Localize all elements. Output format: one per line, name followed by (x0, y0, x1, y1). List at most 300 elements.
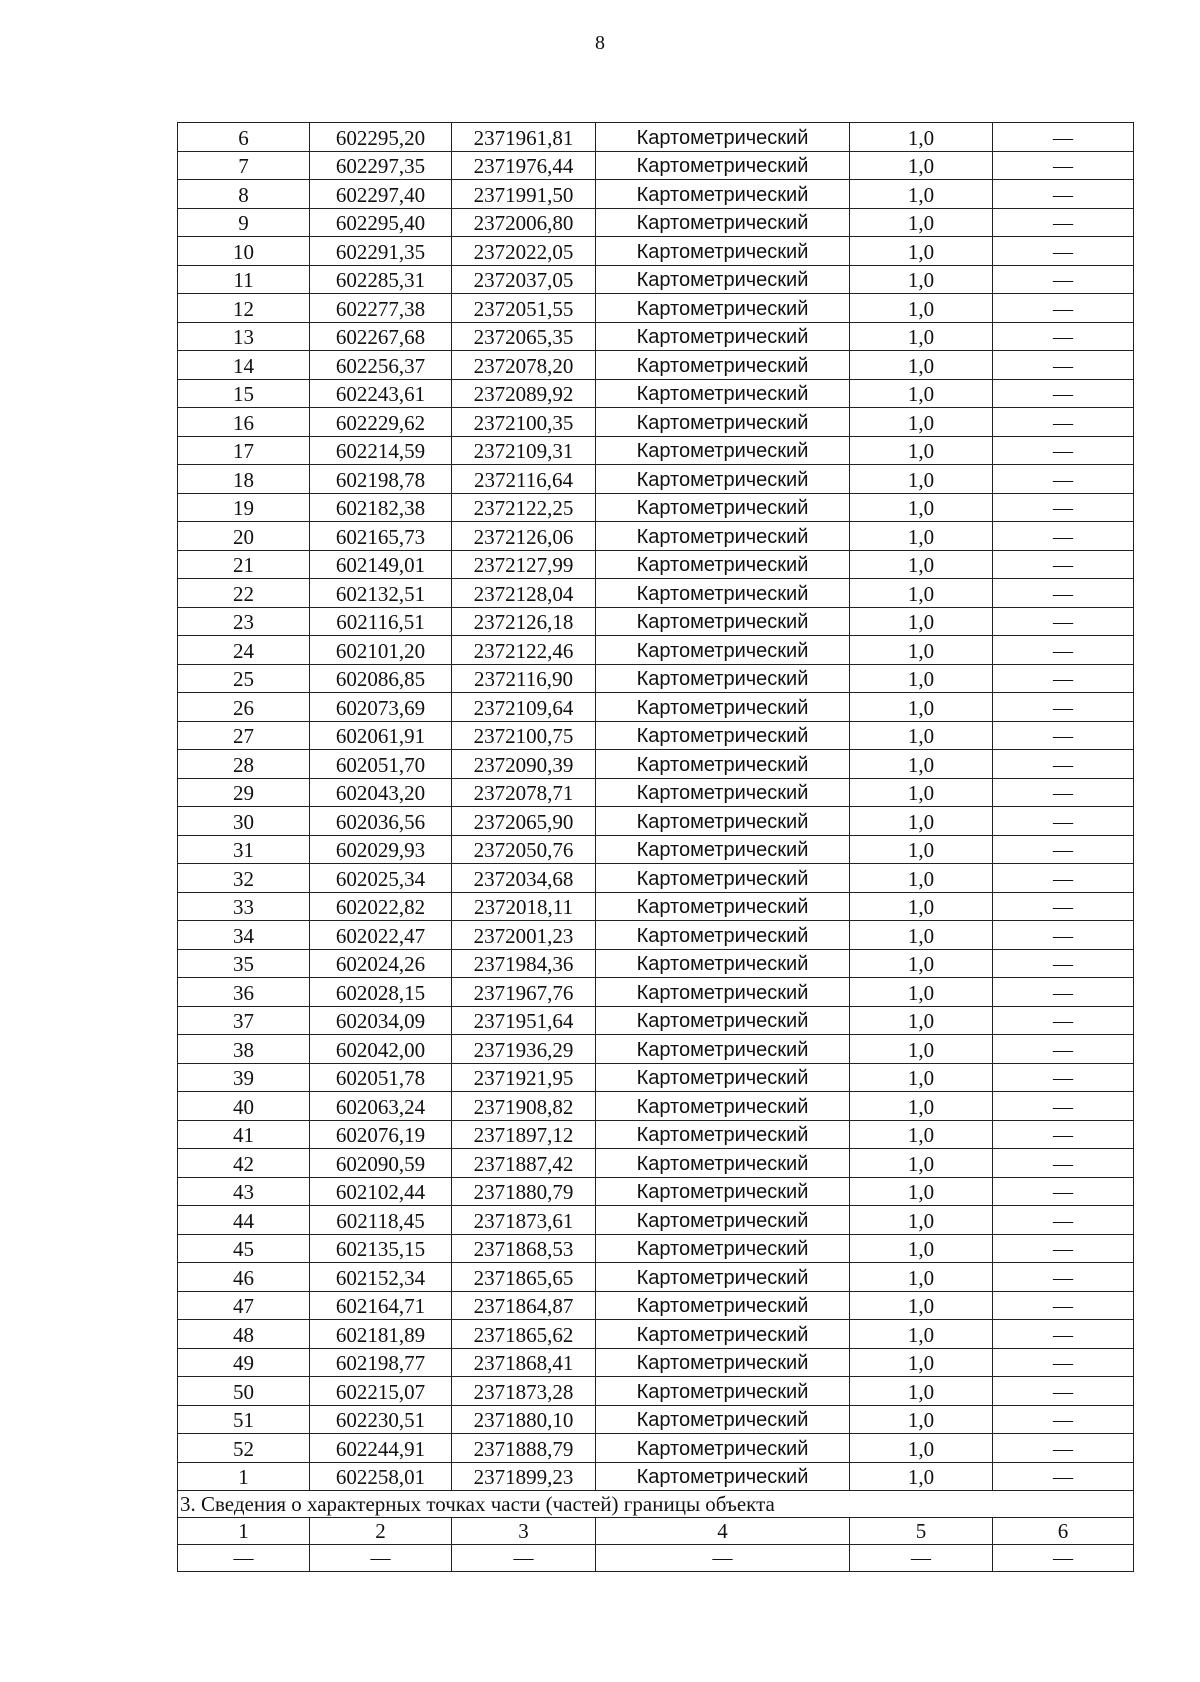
y-coordinate-cell: 2371868,41 (452, 1348, 596, 1377)
x-coordinate-cell: 602076,19 (310, 1120, 452, 1149)
description-cell: — (993, 664, 1134, 693)
description-cell: — (993, 721, 1134, 750)
table-row (178, 123, 1134, 152)
table-row (178, 1035, 1134, 1064)
method-cell: Картометрический (596, 237, 850, 266)
point-number-cell: 47 (178, 1291, 310, 1320)
point-number-cell: 11 (178, 265, 310, 294)
table-row (178, 1206, 1134, 1235)
table-row (178, 180, 1134, 209)
point-number-cell: 50 (178, 1377, 310, 1406)
point-number-cell: 39 (178, 1063, 310, 1092)
x-coordinate-cell: 602022,47 (310, 921, 452, 950)
y-coordinate-cell: 2371921,95 (452, 1063, 596, 1092)
description-cell: — (993, 1063, 1134, 1092)
method-cell: Картометрический (596, 579, 850, 608)
method-cell: Картометрический (596, 1206, 850, 1235)
x-coordinate-cell: 602101,20 (310, 636, 452, 665)
accuracy-cell: 1,0 (850, 978, 993, 1007)
description-cell: — (993, 465, 1134, 494)
x-coordinate-cell: 602135,15 (310, 1234, 452, 1263)
y-coordinate-cell: 2372126,06 (452, 522, 596, 551)
accuracy-cell: 1,0 (850, 1092, 993, 1121)
table-row (178, 864, 1134, 893)
point-number-cell: 15 (178, 379, 310, 408)
point-number-cell: 27 (178, 721, 310, 750)
table-row (178, 579, 1134, 608)
description-cell: — (993, 208, 1134, 237)
point-number-cell: 43 (178, 1177, 310, 1206)
x-coordinate-cell: 602165,73 (310, 522, 452, 551)
method-cell: Картометрический (596, 949, 850, 978)
method-cell: Картометрический (596, 693, 850, 722)
point-number-cell: 45 (178, 1234, 310, 1263)
point-number-cell: 46 (178, 1263, 310, 1292)
accuracy-cell: 1,0 (850, 1035, 993, 1064)
y-coordinate-cell: 2372122,25 (452, 493, 596, 522)
x-coordinate-cell: 602256,37 (310, 351, 452, 380)
section3-empty-cell: — (452, 1545, 596, 1572)
table-row (178, 379, 1134, 408)
method-cell: Картометрический (596, 1063, 850, 1092)
description-cell: — (993, 123, 1134, 152)
accuracy-cell: 1,0 (850, 208, 993, 237)
x-coordinate-cell: 602291,35 (310, 237, 452, 266)
accuracy-cell: 1,0 (850, 1063, 993, 1092)
point-number-cell: 29 (178, 778, 310, 807)
description-cell: — (993, 351, 1134, 380)
accuracy-cell: 1,0 (850, 180, 993, 209)
x-coordinate-cell: 602116,51 (310, 607, 452, 636)
description-cell: — (993, 949, 1134, 978)
x-coordinate-cell: 602297,40 (310, 180, 452, 209)
table-row (178, 351, 1134, 380)
accuracy-cell: 1,0 (850, 1120, 993, 1149)
accuracy-cell: 1,0 (850, 379, 993, 408)
accuracy-cell: 1,0 (850, 1234, 993, 1263)
table-row (178, 778, 1134, 807)
coordinates-table-body (178, 123, 1134, 1491)
description-cell: — (993, 379, 1134, 408)
table-row (178, 1462, 1134, 1491)
x-coordinate-cell: 602063,24 (310, 1092, 452, 1121)
point-number-cell: 7 (178, 151, 310, 180)
description-cell: — (993, 294, 1134, 323)
accuracy-cell: 1,0 (850, 1006, 993, 1035)
table-row (178, 1263, 1134, 1292)
x-coordinate-cell: 602024,26 (310, 949, 452, 978)
accuracy-cell: 1,0 (850, 151, 993, 180)
x-coordinate-cell: 602043,20 (310, 778, 452, 807)
section3-body (178, 1491, 1134, 1572)
y-coordinate-cell: 2371868,53 (452, 1234, 596, 1263)
y-coordinate-cell: 2372127,99 (452, 550, 596, 579)
table-row (178, 1149, 1134, 1178)
method-cell: Картометрический (596, 1263, 850, 1292)
table-row (178, 835, 1134, 864)
y-coordinate-cell: 2371936,29 (452, 1035, 596, 1064)
x-coordinate-cell: 602198,77 (310, 1348, 452, 1377)
table-row (178, 1320, 1134, 1349)
x-coordinate-cell: 602102,44 (310, 1177, 452, 1206)
description-cell: — (993, 778, 1134, 807)
description-cell: — (993, 1263, 1134, 1292)
y-coordinate-cell: 2372100,35 (452, 408, 596, 437)
method-cell: Картометрический (596, 1006, 850, 1035)
point-number-cell: 6 (178, 123, 310, 152)
point-number-cell: 31 (178, 835, 310, 864)
x-coordinate-cell: 602295,40 (310, 208, 452, 237)
y-coordinate-cell: 2372034,68 (452, 864, 596, 893)
y-coordinate-cell: 2372122,46 (452, 636, 596, 665)
point-number-cell: 20 (178, 522, 310, 551)
description-cell: — (993, 1291, 1134, 1320)
table-row (178, 1063, 1134, 1092)
table-row (178, 1006, 1134, 1035)
section3-empty-row (178, 1545, 1134, 1572)
accuracy-cell: 1,0 (850, 1149, 993, 1178)
method-cell: Картометрический (596, 750, 850, 779)
description-cell: — (993, 436, 1134, 465)
y-coordinate-cell: 2371864,87 (452, 1291, 596, 1320)
x-coordinate-cell: 602182,38 (310, 493, 452, 522)
accuracy-cell: 1,0 (850, 892, 993, 921)
table-row (178, 664, 1134, 693)
accuracy-cell: 1,0 (850, 1263, 993, 1292)
description-cell: — (993, 807, 1134, 836)
method-cell: Картометрический (596, 807, 850, 836)
table-row (178, 1234, 1134, 1263)
table-row (178, 522, 1134, 551)
method-cell: Картометрический (596, 493, 850, 522)
method-cell: Картометрический (596, 322, 850, 351)
method-cell: Картометрический (596, 379, 850, 408)
table-row (178, 465, 1134, 494)
x-coordinate-cell: 602152,34 (310, 1263, 452, 1292)
y-coordinate-cell: 2371873,28 (452, 1377, 596, 1406)
y-coordinate-cell: 2372001,23 (452, 921, 596, 950)
y-coordinate-cell: 2372109,31 (452, 436, 596, 465)
x-coordinate-cell: 602090,59 (310, 1149, 452, 1178)
y-coordinate-cell: 2371873,61 (452, 1206, 596, 1235)
accuracy-cell: 1,0 (850, 1434, 993, 1463)
y-coordinate-cell: 2372065,90 (452, 807, 596, 836)
point-number-cell: 38 (178, 1035, 310, 1064)
accuracy-cell: 1,0 (850, 522, 993, 551)
description-cell: — (993, 579, 1134, 608)
y-coordinate-cell: 2371865,62 (452, 1320, 596, 1349)
point-number-cell: 36 (178, 978, 310, 1007)
x-coordinate-cell: 602132,51 (310, 579, 452, 608)
point-number-cell: 18 (178, 465, 310, 494)
x-coordinate-cell: 602181,89 (310, 1320, 452, 1349)
description-cell: — (993, 550, 1134, 579)
description-cell: — (993, 835, 1134, 864)
x-coordinate-cell: 602051,78 (310, 1063, 452, 1092)
y-coordinate-cell: 2372018,11 (452, 892, 596, 921)
accuracy-cell: 1,0 (850, 721, 993, 750)
point-number-cell: 28 (178, 750, 310, 779)
table-row (178, 1120, 1134, 1149)
description-cell: — (993, 493, 1134, 522)
section3-empty-cell: — (310, 1545, 452, 1572)
section3-header-cell: 3 (452, 1518, 596, 1545)
method-cell: Картометрический (596, 1149, 850, 1178)
method-cell: Картометрический (596, 436, 850, 465)
coordinates-table (177, 122, 1134, 1572)
description-cell: — (993, 237, 1134, 266)
table-row (178, 493, 1134, 522)
table-row (178, 1291, 1134, 1320)
x-coordinate-cell: 602029,93 (310, 835, 452, 864)
section3-header-cell: 5 (850, 1518, 993, 1545)
x-coordinate-cell: 602164,71 (310, 1291, 452, 1320)
method-cell: Картометрический (596, 294, 850, 323)
x-coordinate-cell: 602277,38 (310, 294, 452, 323)
description-cell: — (993, 1405, 1134, 1434)
y-coordinate-cell: 2371880,79 (452, 1177, 596, 1206)
y-coordinate-cell: 2371880,10 (452, 1405, 596, 1434)
point-number-cell: 26 (178, 693, 310, 722)
y-coordinate-cell: 2372116,64 (452, 465, 596, 494)
method-cell: Картометрический (596, 1434, 850, 1463)
accuracy-cell: 1,0 (850, 237, 993, 266)
table-row (178, 892, 1134, 921)
accuracy-cell: 1,0 (850, 864, 993, 893)
y-coordinate-cell: 2372050,76 (452, 835, 596, 864)
method-cell: Картометрический (596, 208, 850, 237)
x-coordinate-cell: 602022,82 (310, 892, 452, 921)
point-number-cell: 51 (178, 1405, 310, 1434)
point-number-cell: 34 (178, 921, 310, 950)
accuracy-cell: 1,0 (850, 778, 993, 807)
description-cell: — (993, 1348, 1134, 1377)
y-coordinate-cell: 2372065,35 (452, 322, 596, 351)
table-row (178, 721, 1134, 750)
point-number-cell: 24 (178, 636, 310, 665)
point-number-cell: 35 (178, 949, 310, 978)
description-cell: — (993, 921, 1134, 950)
method-cell: Картометрический (596, 892, 850, 921)
point-number-cell: 40 (178, 1092, 310, 1121)
description-cell: — (993, 1149, 1134, 1178)
point-number-cell: 32 (178, 864, 310, 893)
table-row (178, 208, 1134, 237)
y-coordinate-cell: 2372078,71 (452, 778, 596, 807)
x-coordinate-cell: 602214,59 (310, 436, 452, 465)
section3-empty-cell: — (178, 1545, 310, 1572)
y-coordinate-cell: 2372022,05 (452, 237, 596, 266)
point-number-cell: 44 (178, 1206, 310, 1235)
table-row (178, 322, 1134, 351)
y-coordinate-cell: 2372128,04 (452, 579, 596, 608)
x-coordinate-cell: 602036,56 (310, 807, 452, 836)
accuracy-cell: 1,0 (850, 550, 993, 579)
point-number-cell: 25 (178, 664, 310, 693)
method-cell: Картометрический (596, 1120, 850, 1149)
accuracy-cell: 1,0 (850, 579, 993, 608)
description-cell: — (993, 892, 1134, 921)
y-coordinate-cell: 2371888,79 (452, 1434, 596, 1463)
method-cell: Картометрический (596, 1177, 850, 1206)
method-cell: Картометрический (596, 664, 850, 693)
point-number-cell: 41 (178, 1120, 310, 1149)
method-cell: Картометрический (596, 180, 850, 209)
accuracy-cell: 1,0 (850, 636, 993, 665)
accuracy-cell: 1,0 (850, 607, 993, 636)
section3-header-cell: 2 (310, 1518, 452, 1545)
table-row (178, 807, 1134, 836)
point-number-cell: 23 (178, 607, 310, 636)
table-row (178, 978, 1134, 1007)
x-coordinate-cell: 602086,85 (310, 664, 452, 693)
y-coordinate-cell: 2371897,12 (452, 1120, 596, 1149)
y-coordinate-cell: 2372037,05 (452, 265, 596, 294)
section3-title: 3. Сведения о характерных точках части (частей) границы объекта (178, 1491, 1134, 1518)
point-number-cell: 12 (178, 294, 310, 323)
point-number-cell: 17 (178, 436, 310, 465)
method-cell: Картометрический (596, 1035, 850, 1064)
section3-empty-cell: — (850, 1545, 993, 1572)
description-cell: — (993, 1035, 1134, 1064)
y-coordinate-cell: 2371984,36 (452, 949, 596, 978)
table-row (178, 607, 1134, 636)
accuracy-cell: 1,0 (850, 1320, 993, 1349)
method-cell: Картометрический (596, 1377, 850, 1406)
method-cell: Картометрический (596, 607, 850, 636)
y-coordinate-cell: 2371967,76 (452, 978, 596, 1007)
method-cell: Картометрический (596, 1462, 850, 1491)
y-coordinate-cell: 2371908,82 (452, 1092, 596, 1121)
description-cell: — (993, 522, 1134, 551)
accuracy-cell: 1,0 (850, 436, 993, 465)
point-number-cell: 10 (178, 237, 310, 266)
accuracy-cell: 1,0 (850, 1405, 993, 1434)
point-number-cell: 42 (178, 1149, 310, 1178)
description-cell: — (993, 1006, 1134, 1035)
y-coordinate-cell: 2371991,50 (452, 180, 596, 209)
description-cell: — (993, 180, 1134, 209)
y-coordinate-cell: 2371887,42 (452, 1149, 596, 1178)
point-number-cell: 49 (178, 1348, 310, 1377)
point-number-cell: 21 (178, 550, 310, 579)
accuracy-cell: 1,0 (850, 750, 993, 779)
point-number-cell: 14 (178, 351, 310, 380)
point-number-cell: 16 (178, 408, 310, 437)
point-number-cell: 13 (178, 322, 310, 351)
method-cell: Картометрический (596, 1320, 850, 1349)
description-cell: — (993, 1377, 1134, 1406)
table-row (178, 1348, 1134, 1377)
accuracy-cell: 1,0 (850, 949, 993, 978)
x-coordinate-cell: 602118,45 (310, 1206, 452, 1235)
table-row (178, 693, 1134, 722)
x-coordinate-cell: 602243,61 (310, 379, 452, 408)
y-coordinate-cell: 2372116,90 (452, 664, 596, 693)
point-number-cell: 19 (178, 493, 310, 522)
section3-header-cell: 6 (993, 1518, 1134, 1545)
y-coordinate-cell: 2372126,18 (452, 607, 596, 636)
table-row (178, 636, 1134, 665)
document-sheet (177, 122, 1133, 1572)
point-number-cell: 1 (178, 1462, 310, 1491)
table-row (178, 265, 1134, 294)
accuracy-cell: 1,0 (850, 493, 993, 522)
accuracy-cell: 1,0 (850, 921, 993, 950)
y-coordinate-cell: 2372089,92 (452, 379, 596, 408)
accuracy-cell: 1,0 (850, 1377, 993, 1406)
accuracy-cell: 1,0 (850, 835, 993, 864)
point-number-cell: 30 (178, 807, 310, 836)
table-row (178, 1434, 1134, 1463)
method-cell: Картометрический (596, 636, 850, 665)
point-number-cell: 9 (178, 208, 310, 237)
method-cell: Картометрический (596, 151, 850, 180)
section3-empty-cell: — (596, 1545, 850, 1572)
section3-empty-cell: — (993, 1545, 1134, 1572)
section3-header-cell: 1 (178, 1518, 310, 1545)
method-cell: Картометрический (596, 1291, 850, 1320)
x-coordinate-cell: 602229,62 (310, 408, 452, 437)
description-cell: — (993, 1320, 1134, 1349)
method-cell: Картометрический (596, 550, 850, 579)
description-cell: — (993, 1120, 1134, 1149)
description-cell: — (993, 1462, 1134, 1491)
x-coordinate-cell: 602149,01 (310, 550, 452, 579)
point-number-cell: 33 (178, 892, 310, 921)
description-cell: — (993, 1434, 1134, 1463)
point-number-cell: 52 (178, 1434, 310, 1463)
description-cell: — (993, 636, 1134, 665)
y-coordinate-cell: 2372109,64 (452, 693, 596, 722)
accuracy-cell: 1,0 (850, 265, 993, 294)
x-coordinate-cell: 602061,91 (310, 721, 452, 750)
y-coordinate-cell: 2371976,44 (452, 151, 596, 180)
method-cell: Картометрический (596, 522, 850, 551)
x-coordinate-cell: 602073,69 (310, 693, 452, 722)
description-cell: — (993, 1177, 1134, 1206)
description-cell: — (993, 693, 1134, 722)
description-cell: — (993, 322, 1134, 351)
table-row (178, 1092, 1134, 1121)
accuracy-cell: 1,0 (850, 465, 993, 494)
y-coordinate-cell: 2372100,75 (452, 721, 596, 750)
method-cell: Картометрический (596, 465, 850, 494)
accuracy-cell: 1,0 (850, 1462, 993, 1491)
accuracy-cell: 1,0 (850, 1291, 993, 1320)
table-row (178, 550, 1134, 579)
accuracy-cell: 1,0 (850, 294, 993, 323)
x-coordinate-cell: 602258,01 (310, 1462, 452, 1491)
table-row (178, 949, 1134, 978)
point-number-cell: 22 (178, 579, 310, 608)
x-coordinate-cell: 602230,51 (310, 1405, 452, 1434)
method-cell: Картометрический (596, 864, 850, 893)
accuracy-cell: 1,0 (850, 322, 993, 351)
x-coordinate-cell: 602297,35 (310, 151, 452, 180)
table-row (178, 1377, 1134, 1406)
table-row (178, 750, 1134, 779)
description-cell: — (993, 408, 1134, 437)
x-coordinate-cell: 602051,70 (310, 750, 452, 779)
method-cell: Картометрический (596, 721, 850, 750)
x-coordinate-cell: 602034,09 (310, 1006, 452, 1035)
y-coordinate-cell: 2372078,20 (452, 351, 596, 380)
section3-header-cell: 4 (596, 1518, 850, 1545)
page-number: 8 (595, 32, 605, 54)
method-cell: Картометрический (596, 1405, 850, 1434)
description-cell: — (993, 750, 1134, 779)
